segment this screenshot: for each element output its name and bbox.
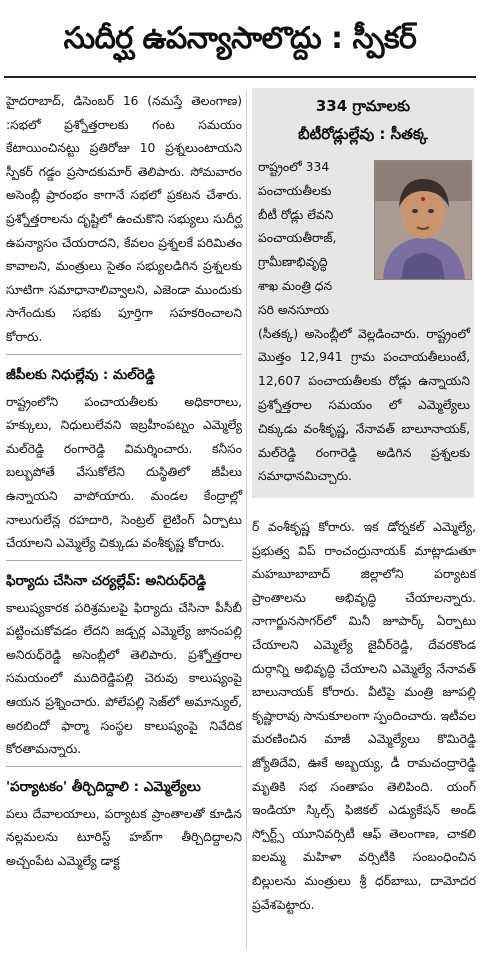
sidebar-line: బీటీ రోడ్లు లేవని [258, 207, 334, 222]
sidebar-text [258, 156, 470, 489]
sidebar-wrapped-lines [258, 156, 370, 323]
sidebar-line: పంచాయతీరాజ్, [258, 231, 337, 246]
section-heading: 'పర్యాటకం' తీర్చిదిద్దాలి : ఎమ్మెల్యేలు [6, 778, 201, 795]
section-heading: ఫిర్యాదు చేసినా చర్యల్లేవ్: అనిరుధ్‌రెడ్డి [6, 572, 206, 589]
sidebar-title [256, 92, 470, 148]
sidebar-title-line: 334 గ్రామాలకు [315, 97, 411, 115]
sidebar-line: సరి అనసూయ [258, 302, 329, 317]
sidebar-body-wrap [258, 323, 470, 490]
section-heading: జీపీలకు నిధుల్లేవు : మల్‌రెడ్డి [6, 366, 155, 383]
sidebar-body: (సీతక్క) అసెంబ్లీలో వెల్లడించారు. రాష్ట్రంలో మొత్తం 12,941 గ్రామ పంచాయతీలుంటే, 12,607 పంచాయతీలకు రోడ్లు ఉన్నాయని ప్రశ్నోత్తరాల సమయం లో ఎమ్మెల్యేలు చిక్కుడు వంశీకృష్ణ, నేనావత్ బాలూనాయక్, మల్‌రెడ్డి రంగారెడ్డి అడిగిన ప్రశ్నలకు సమాధానమిచ్చారు. [258, 326, 470, 484]
main-story-body: హైదరాబాద్, డిసెంబర్ 16 (నమస్తే తెలంగాణ) :సభలో ప్రశ్నోత్తరాలకు గంట సమయం కేటాయించినట్టు ప్రతిరోజు 10 ప్రశ్నలుంటాయని స్పీకర్ గడ్డం ప్రసాదకుమార్ తెలిపారు. సోమవారం అసెంబ్లీ ప్రారంభం కాగానే సభలో ప్రకటన చేశారు. ప్రశ్నోత్తరాలను దృష్టిలో ఉంచుకొని సభ్యులు సుదీర్ఘ ఉపన్యాసం చేయరాదని, కేవలం ప్రశ్నలకే పరిమితం కావాలని, మంత్రులు సైతం సభ్యులడిగిన ప్రశ్నలకు సూటిగా సమాధానాలివ్వాలని, ఎజెండా ముందుకు సాగేందుకు సభకు పూర్తిగా సహకరించాలని కోరారు. [6, 94, 242, 344]
sidebar-line: పంచాయతీలకు [258, 183, 332, 198]
section-body: రాష్ట్రంలోని పంచాయతీలకు అధికారాలు, హక్కులు, నిధులులేవని ఇబ్రహీంపట్నం ఎమ్మెల్యే మల్‌రెడ్డి రంగారెడ్డి విమర్శించారు. కనీసం బల్బుపోతే వేసుకోలేని దుస్థితిలో జీపీలు ఉన్నాయని వాపోయారు. మండల కేంద్రాల్లో నాలుగులేన్ల రహదారి, సెంట్రల్ లైటింగ్ ఏర్పాటు చేయాలని ఎమ్మెల్యే చిక్కుడు వంశీకృష్ణ కోరారు. [6, 394, 242, 551]
column-divider [246, 90, 247, 950]
sidebar-line: గ్రామీణాభివృద్ధి [258, 255, 328, 270]
right-column [252, 516, 476, 917]
left-column [6, 90, 242, 874]
continuation-body: ర్ వంశీకృష్ణ కోరారు. ఇక డోర్నకల్ ఎమ్మెల్యే, ప్రభుత్వ విప్ రాంచంద్రునాయక్ మాట్లాడుతూ మహబూబాబాద్ జిల్లాలోని పర్యాటక ప్రాంతాలను అభివృద్ధి చేయాలన్నారు. నాగార్జునసాగర్‌లో మినీ జూపార్క్ ఏర్పాటు చేయాలని ఎమ్మెల్యే జైవీర్‌రెడ్డి, దేవరకొండ దుర్గాన్ని అభివృద్ధి చేయాలని ఎమ్మెల్యే నేనావత్ బాలునాయక్ కోరారు. వీటిపై మంత్రి జూపల్లి కృష్ణారావు సానుకూలంగా స్పందించారు. ఇటీవల మరణించిన మాజీ ఎమ్మెల్యేలు కొమిరెడ్డి జ్యోతిదేవి, ఊకే అబ్బయ్య, డీ రామచంద్రారెడ్డి మృతికి సభ సంతాపం తెలిపింది. యంగ్ ఇండియా స్కిల్స్ ఫిజికల్ ఎడ్యుకేషన్ అండ్ స్పోర్ట్స్ యూనివర్సిటీ ఆఫ్ తెలంగాణ, చాకలి ఐలమ్మ మహిళా వర్సిటీకి సంబంధించిన బిల్లులను మంత్రులు శ్రీ ధర్‌బాబు, దామోదర ప్రవేశపెట్టారు. [252, 520, 476, 912]
sidebar-line: శాఖ మంత్రి ధన [258, 278, 333, 293]
section-body: పలు దేవాలయాలు, పర్యాటక ప్రాంతాలతో కూడిన నల్లమలను టూరిస్ట్ హబ్‌గా తీర్చిదిద్దాలని అచ్చంపేట ఎమ్మెల్యే డాక్ట [6, 806, 242, 869]
headline-rule [4, 76, 476, 78]
headline: సుదీర్ఘ ఉపన్యాసాలొద్దు : స్పీకర్ [63, 21, 417, 56]
section-body: కాలుష్యకారక పరిశ్రమలపై ఫిర్యాదు చేసినా పీసీబీ పట్టించుకోవడం లేదని జడ్చర్ల ఎమ్మెల్యే జానంపల్లి అనిరుధ్‌రెడ్డి అసెంబ్లీలో తెలిపారు. ప్రశ్నోత్తరాల సమయంలో ముదిరెడ్డిపల్లి చెరువు కాలుష్యంపై ఆయన ప్రశ్నించారు. పోలేపల్లి సెజ్‌లో అమాన్యుల్, అరబిందో ఫార్మా సంస్థల కాలుష్యంపై నివేదిక కోరతామన్నారు. [6, 600, 242, 757]
sidebar-title-line: బీటీరోడ్లుల్లేవు : సీతక్క [298, 125, 428, 143]
sidebar-line: రాష్ట్రంలో 334 [258, 160, 330, 174]
